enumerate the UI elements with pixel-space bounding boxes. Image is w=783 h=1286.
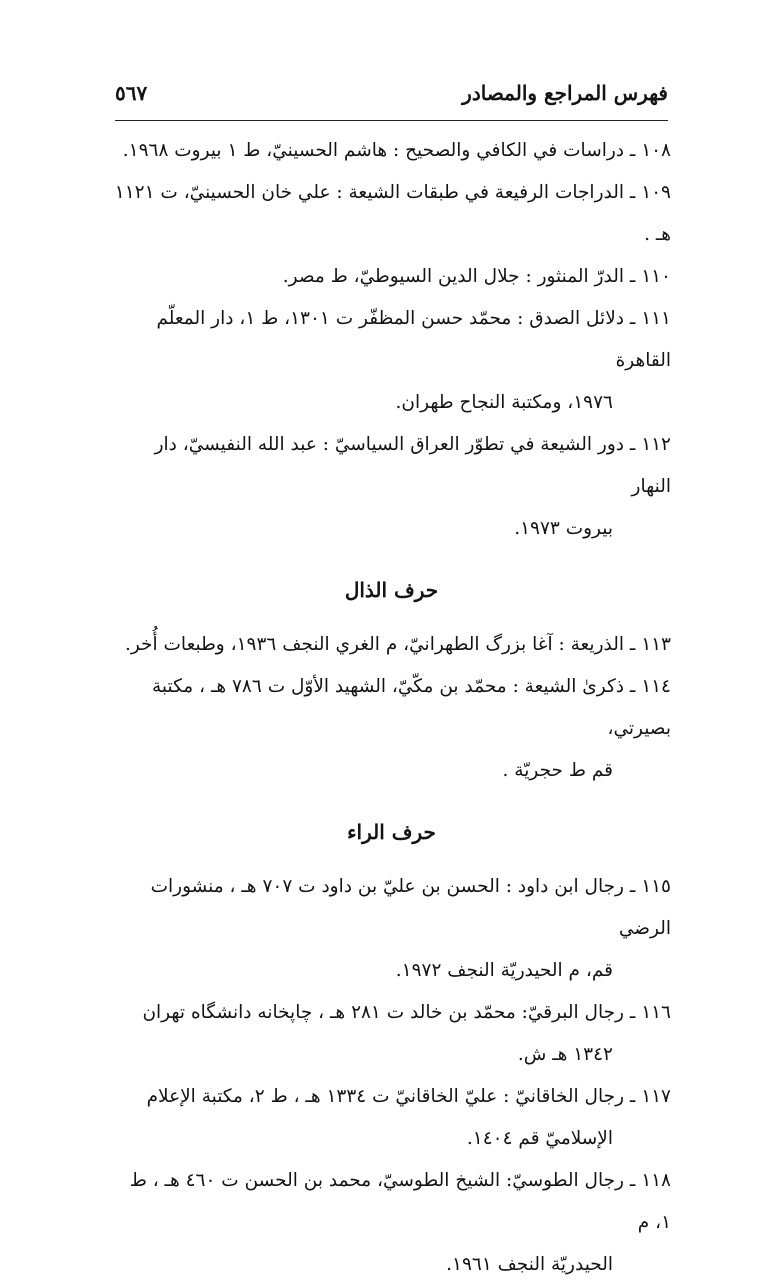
reference-entry: ١٠٨ ـ دراسات في الكافي والصحيح : هاشم الحسينيّ، ط ١ بيروت ١٩٦٨.: [122, 140, 671, 161]
header-title: فهرس المراجع والمصادر: [462, 81, 668, 105]
page-number: ٥٦٧: [115, 81, 148, 105]
reference-entry: ١٠٩ ـ الدراجات الرفيعة في طبقات الشيعة : علي خان الحسينيّ، ت ١١٢١ هـ .: [114, 182, 671, 245]
reference-entry: ١١٢ ـ دور الشيعة في تطوّر العراق السياسيّ : عبد الله النفيسيّ، دار النهار بيروت ١٩٧٣.: [154, 434, 671, 539]
reference-entry: ١١٤ ـ ذكرىٰ الشيعة : محمّد بن مكّيّ، الشهيد الأوّل ت ٧٨٦ هـ ، مكتبة بصيرتي، قم ط حجريّة .: [152, 676, 671, 781]
reference-entry: ١١٦ ـ رجال البرقيّ: محمّد بن خالد ت ٢٨١ هـ ، چاپخانه دانشگاه تهران ١٣٤٢ هـ ش.: [142, 1002, 671, 1065]
header-divider: [115, 120, 668, 121]
reference-entry: ١١٨ ـ رجال الطوسيّ: الشيخ الطوسيّ، محمد بن الحسن ت ٤٦٠ هـ ، ط ١، م الحيدريّة النجف ١٩٦١.: [129, 1170, 671, 1275]
reference-entry: ١١٧ ـ رجال الخاقانيّ : عليّ الخاقانيّ ت ١٣٣٤ هـ ، ط ٢، مكتبة الإعلام الإسلاميّ قم ١٤٠٤.: [146, 1086, 671, 1149]
reference-entry: ١١٣ ـ الذريعة : آغا بزرگ الطهرانيّ، م الغري النجف ١٩٣٦، وطبعات أُخر.: [124, 634, 671, 655]
reference-entry: ١١٥ ـ رجال ابن داود : الحسن بن عليّ بن داود ت ٧٠٧ هـ ، منشورات الرضي قم، م الحيدريّة النجف ١٩٧٢.: [150, 876, 671, 981]
references-list: [112, 130, 671, 1286]
reference-entry: ١١١ ـ دلائل الصدق : محمّد حسن المظفّر ت ١٣٠١، ط ١، دار المعلّم القاهرة ١٩٧٦، ومكتبة النجاح طهران.: [156, 308, 671, 413]
reference-entry: ١١٠ ـ الدرّ المنثور : جلال الدين السيوطيّ، ط مصر.: [282, 266, 671, 287]
page-header: [115, 76, 668, 110]
section-heading-ra: حرف الراء: [347, 820, 436, 844]
section-heading-dhal: حرف الذال: [344, 578, 439, 602]
